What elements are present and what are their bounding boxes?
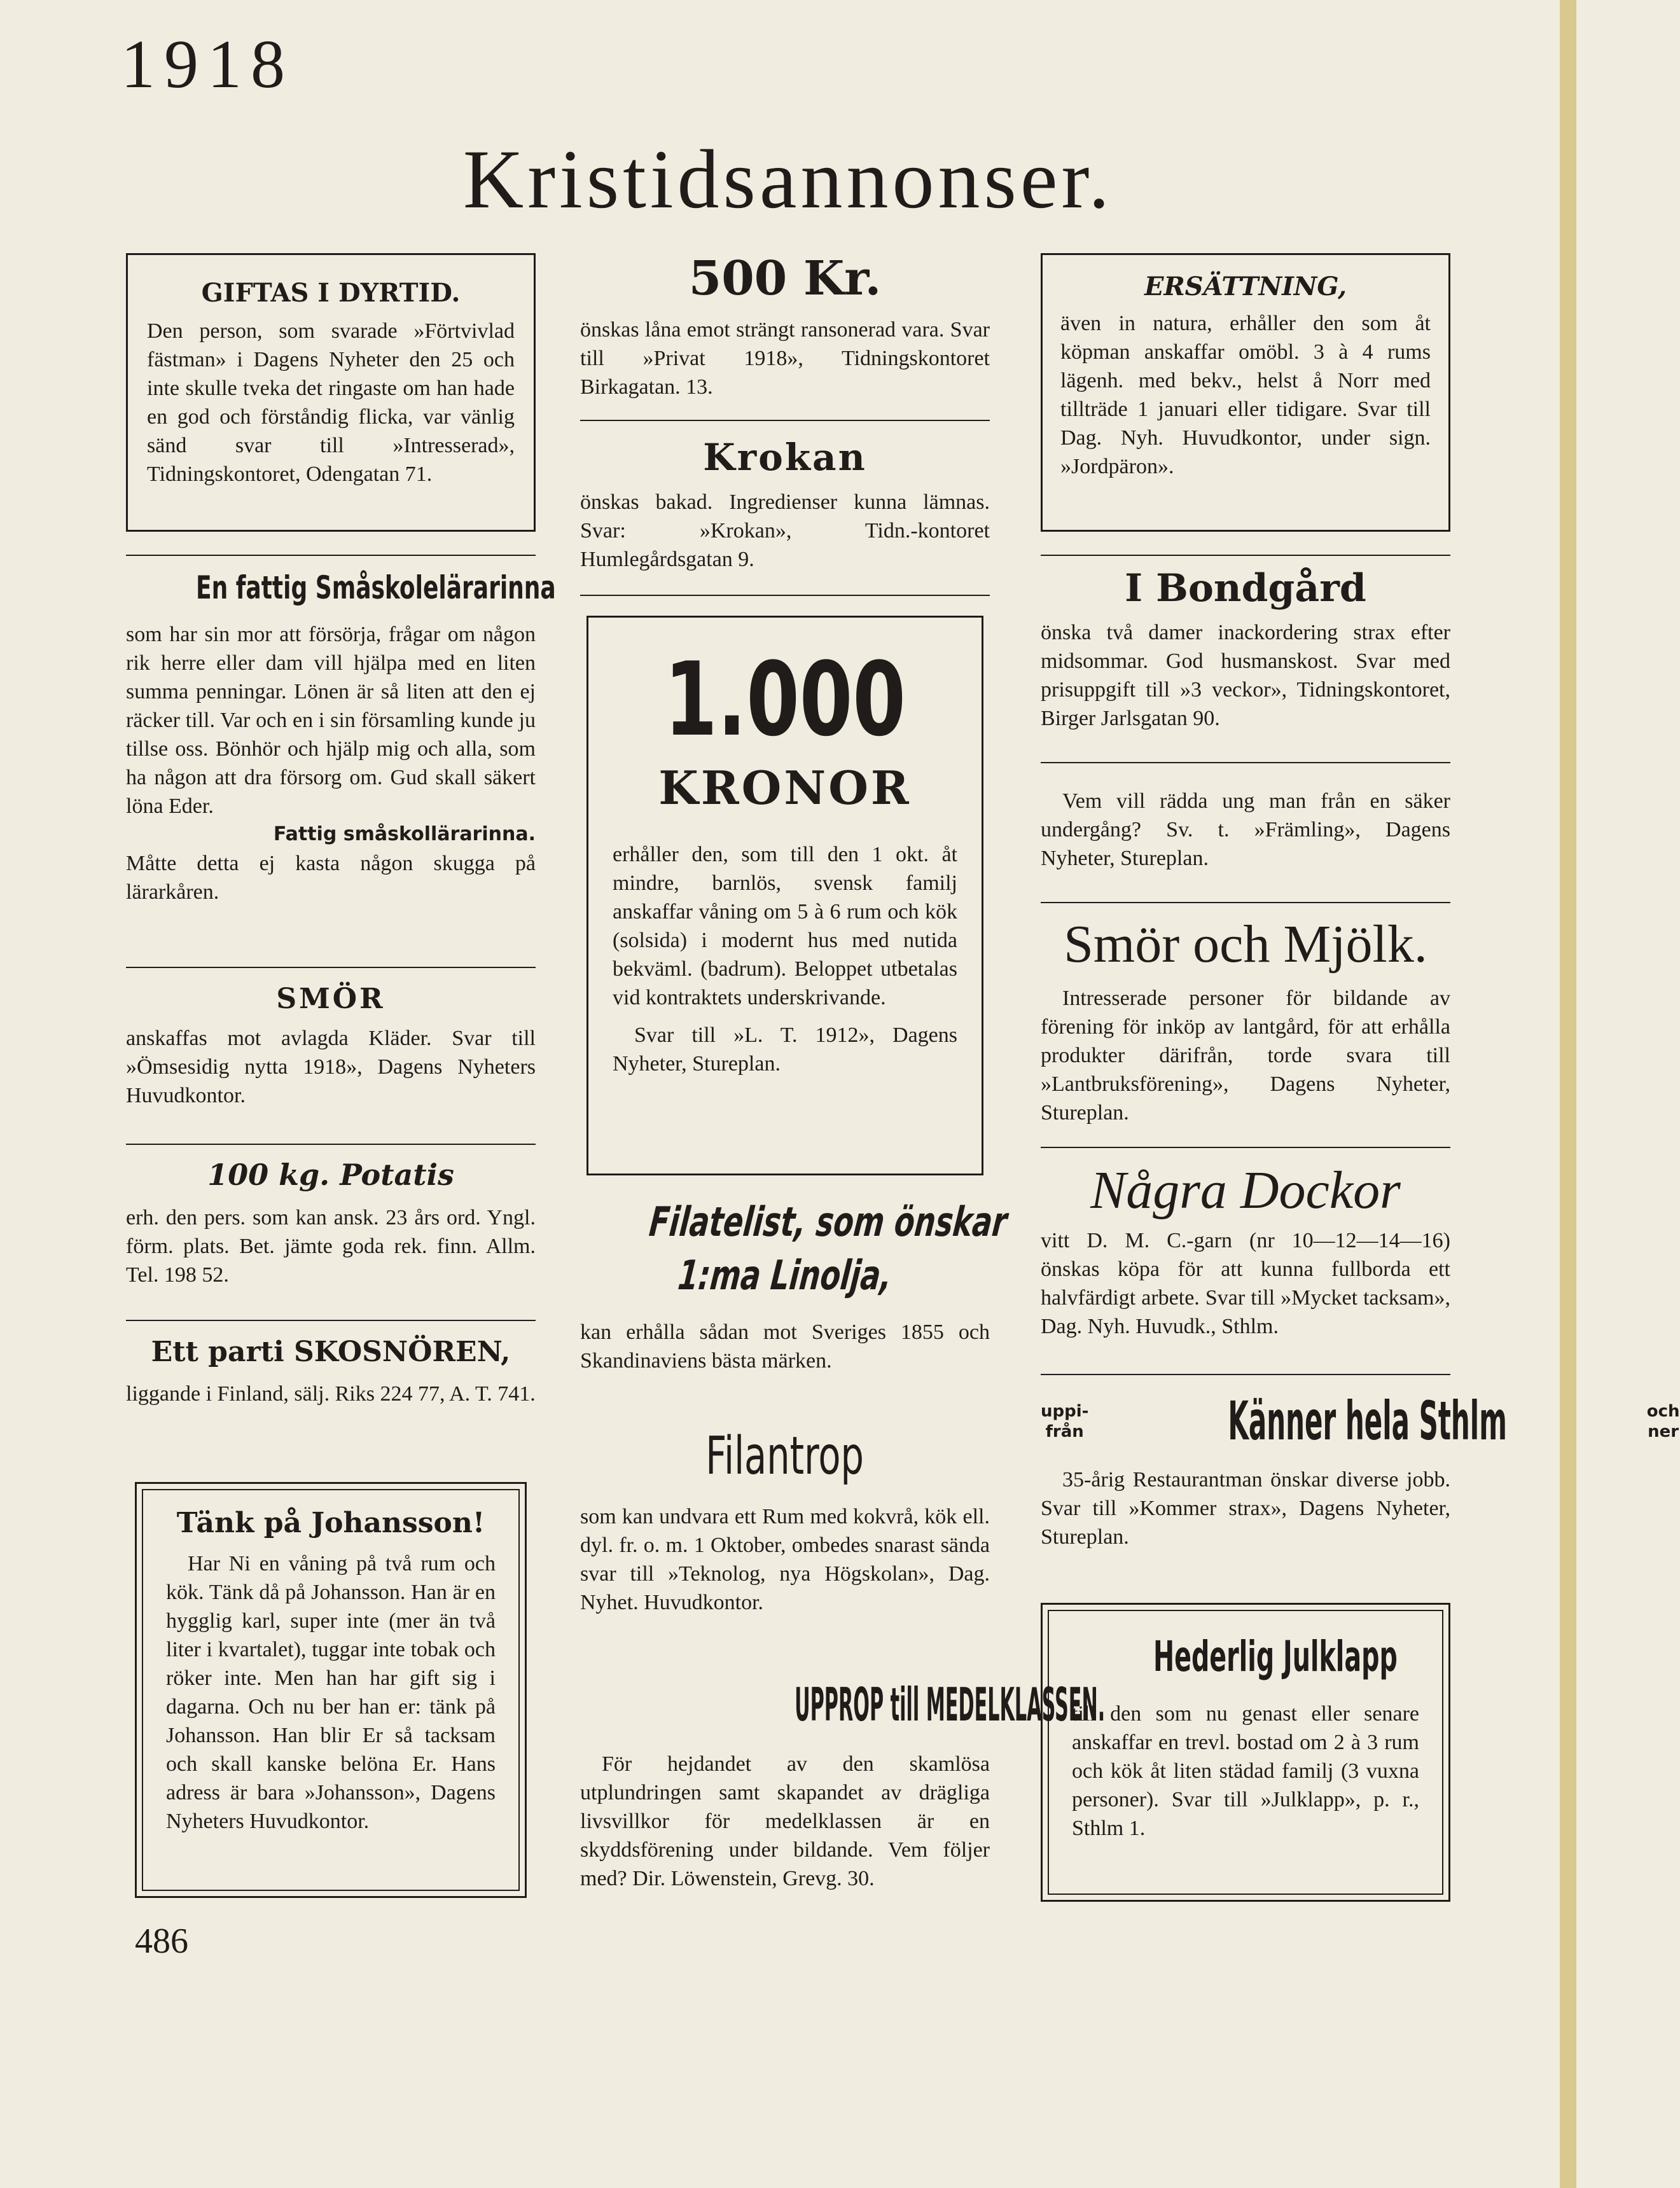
ad-sthlm (1041, 1387, 1680, 1551)
divider (1041, 555, 1450, 556)
ad-500kr (580, 253, 990, 401)
ad-johansson-box (135, 1482, 527, 1898)
ad-fattig-text: som har sin mor att försörja, frågar om någon rik herre eller dam vill hjälpa med en liten summa penningar. Lönen är så liten att den ej räcker till. Var och en i sin församling kunde ju tillse oss. Bönhör och hjälp mig och alla, som ha någon att dra försorg om. Gud skall säkert löna Eder. (126, 623, 536, 818)
page-number: 486 (135, 1921, 188, 1961)
divider (1041, 762, 1450, 763)
ad-sthlm-text: 35-årig Restaurantman önskar diverse jobb. Svar till »Kommer strax», Dagens Nyheter, Stureplan. (1041, 1468, 1450, 1549)
ad-upprop (580, 1673, 1106, 1893)
ad-radda (1041, 787, 1450, 873)
ad-1000-kronor-box (587, 616, 983, 1175)
ad-ersattning-heading: ERSÄTTNING, (1144, 272, 1347, 301)
divider (1041, 902, 1450, 903)
ad-radda-text: Vem vill rädda ung man från en säker undergång? Sv. t. »Främling», Dagens Nyheter, Stureplan. (1041, 789, 1450, 870)
ad-smor-text: anskaffas mot avlagda Kläder. Svar till »Ömsesidig nytta 1918», Dagens Nyheters Huvudkontor. (126, 1027, 536, 1107)
ad-johansson-text: Har Ni en våning på två rum och kök. Tänk då på Johansson. Han är en hygglig karl, super inte (mer än två liter i kvartalet), tuggar inte tobak och röker inte. Men han har gift sig i dagarna. Och nu ber han er: tänk på Johansson. Han blir Er så tacksam och skall kanske belöna Er. Hans adress är bara »Johansson», Dagens Nyheters Huvudkontor. (166, 1552, 496, 1833)
divider (126, 1144, 536, 1145)
ad-filantrop-heading: Filantrop (705, 1426, 864, 1486)
ad-ersattning-text: även in natura, erhåller den som åt köpman anskaffar omöbl. 3 à 4 rums lägenh. med bekv., helst å Norr med tillträde 1 januari eller tidigare. Svar till Dag. Nyh. Huvudkontor, under sign. »Jordpäron». (1060, 312, 1431, 478)
ad-krokan-text: önskas bakad. Ingredienser kunna lämnas. Svar: »Krokan», Tidn.-kontoret Humlegårdsgatan 9. (580, 490, 990, 571)
ad-filatelist-heading-1: Filatelist, som önskar (647, 1199, 1010, 1246)
ad-julklapp-heading: Hederlig Julklapp (1153, 1632, 1398, 1681)
ad-potatis-text: erh. den pers. som kan ansk. 23 års ord. Yngl. förm. plats. Bet. jämte goda rek. finn. Allm. Tel. 198 52. (126, 1206, 536, 1287)
ad-smor-mjolk-text: Intresserade personer för bildande av förening för inköp av lantgård, för att erhålla produkter därifrån, torde svara till »Lantbruksförening», Dagens Nyheter, Stureplan. (1041, 987, 1450, 1125)
ad-filatelist (580, 1196, 1010, 1375)
ad-giftas-text: Den person, som svarade »Förtvivlad fästman» i Dagens Nyheter den 25 och inte skulle tveka det ringaste om han hade en god och förståndig flicka, var vänlig sänd svar till »Intresserad», Tidningskontoret, Odengatan 71. (147, 319, 515, 486)
ad-julklapp-text: till den som nu genast eller senare anskaffar en trevl. bostad om 2 à 3 rum och kök åt liten städad familj (3 vuxna personer). Svar till »Julklapp», p. r., Sthlm 1. (1072, 1702, 1419, 1840)
ad-upprop-text: För hejdandet av den skamlösa utplundringen samt skapandet av drägliga livsvillkor för medelklassen är en skyddsförening under bildande. Vem följer med? Dir. Löwenstein, Grevg. 30. (580, 1752, 990, 1890)
ad-1000-word: KRONOR (658, 761, 912, 815)
ad-potatis-heading: 100 kg. Potatis (207, 1158, 454, 1192)
ad-smor-mjolk-heading: Smör och Mjölk. (1064, 915, 1427, 974)
ad-upprop-heading: UPPROP till MEDELKLASSEN. (795, 1678, 1106, 1731)
divider (580, 595, 990, 596)
ad-smor-heading: SMÖR (276, 983, 385, 1015)
ad-julklapp-box (1041, 1603, 1450, 1902)
ad-giftas-box (126, 253, 536, 532)
divider (126, 1320, 536, 1321)
ad-skosnoren (126, 1336, 536, 1408)
ad-filantrop (580, 1425, 990, 1617)
ad-potatis (126, 1158, 536, 1289)
ad-sthlm-left-bottom: från (1045, 1422, 1084, 1441)
ad-krokan (580, 436, 990, 574)
divider (126, 967, 536, 968)
ad-smor-mjolk (1041, 913, 1450, 1127)
ad-bondgard-text: önska två damer inackordering strax efter midsommar. God husmanskost. Svar med prisuppgift till »3 veckor», Tidningskontoret, Birger Jarlsgatan 90. (1041, 621, 1450, 730)
divider (580, 420, 990, 421)
ad-sthlm-right-top: och (1646, 1402, 1680, 1421)
ad-johansson-heading: Tänk på Johansson! (176, 1507, 485, 1539)
ad-dockor-heading: Några Dockor (1090, 1161, 1401, 1220)
divider (1041, 1374, 1450, 1375)
ad-filatelist-heading-2: 1:ma Linolja, (676, 1252, 894, 1299)
ad-sthlm-right-bottom: ner (1648, 1422, 1679, 1441)
ad-skosnoren-text: liggande i Finland, sälj. Riks 224 77, A. T. 741. (126, 1382, 536, 1406)
ad-fattig (126, 569, 556, 906)
ad-fattig-signature: Fattig småskollärarinna. (273, 823, 536, 845)
ad-fattig-note: Måtte detta ej kasta någon skugga på lärarkåren. (126, 852, 536, 904)
ad-dockor-text: vitt D. M. C.-garn (nr 10—12—14—16) önskas köpa för att kunna fullborda ett halvfärdigt arbete. Svar till »Mycket tacksam», Dag. Nyh. Huvudk., Sthlm. (1041, 1229, 1450, 1338)
page-edge (1560, 0, 1576, 2188)
ad-giftas-heading: GIFTAS I DYRTID. (201, 278, 461, 308)
ad-skosnoren-heading: Ett parti SKOSNÖREN, (151, 1336, 511, 1368)
divider (1041, 1147, 1450, 1148)
ad-sthlm-heading: Känner hela Sthlm (1228, 1390, 1508, 1452)
ad-filatelist-text: kan erhålla sådan mot Sveriges 1855 och Skandinaviens bästa märken. (580, 1320, 990, 1373)
ad-500kr-text: önskas låna emot strängt ransonerad vara. Svar till »Privat 1918», Tidningskontoret Birkagatan. 13. (580, 318, 990, 399)
ad-krokan-heading: Krokan (703, 436, 867, 479)
ad-smor (126, 983, 536, 1110)
ad-dockor (1041, 1159, 1450, 1341)
ad-1000-text: erhåller den, som till den 1 okt. åt mindre, barnlös, svensk familj anskaffar våning om 5 à 6 rum och kök (solsida) i modernt hus med nutida bekväml. (badrum). Beloppet utbetalas vid kontraktets underskrivande. (613, 843, 957, 1009)
ad-ersattning-box (1041, 253, 1450, 532)
ad-fattig-heading: En fattig Småskolelärarinna (196, 569, 556, 606)
ad-500kr-heading: 500 Kr. (688, 251, 882, 306)
ad-bondgard (1041, 566, 1450, 733)
ad-bondgard-heading: I Bondgård (1125, 566, 1366, 611)
divider (126, 555, 536, 556)
ad-filantrop-text: som kan undvara ett Rum med kokvrå, kök ell. dyl. fr. o. m. 1 Oktober, ombedes snarast sända svar till »Teknolog, nya Högskolan», Dag. Nyhet. Huvudkontor. (580, 1505, 990, 1614)
ad-1000-reply: Svar till »L. T. 1912», Dagens Nyheter, Stureplan. (613, 1023, 957, 1076)
page-year: 1918 (121, 27, 294, 102)
ad-1000-number: 1.000 (664, 640, 906, 759)
ad-sthlm-left-top: uppi- (1041, 1402, 1089, 1421)
page-title: Kristidsannonser. (462, 132, 1114, 226)
